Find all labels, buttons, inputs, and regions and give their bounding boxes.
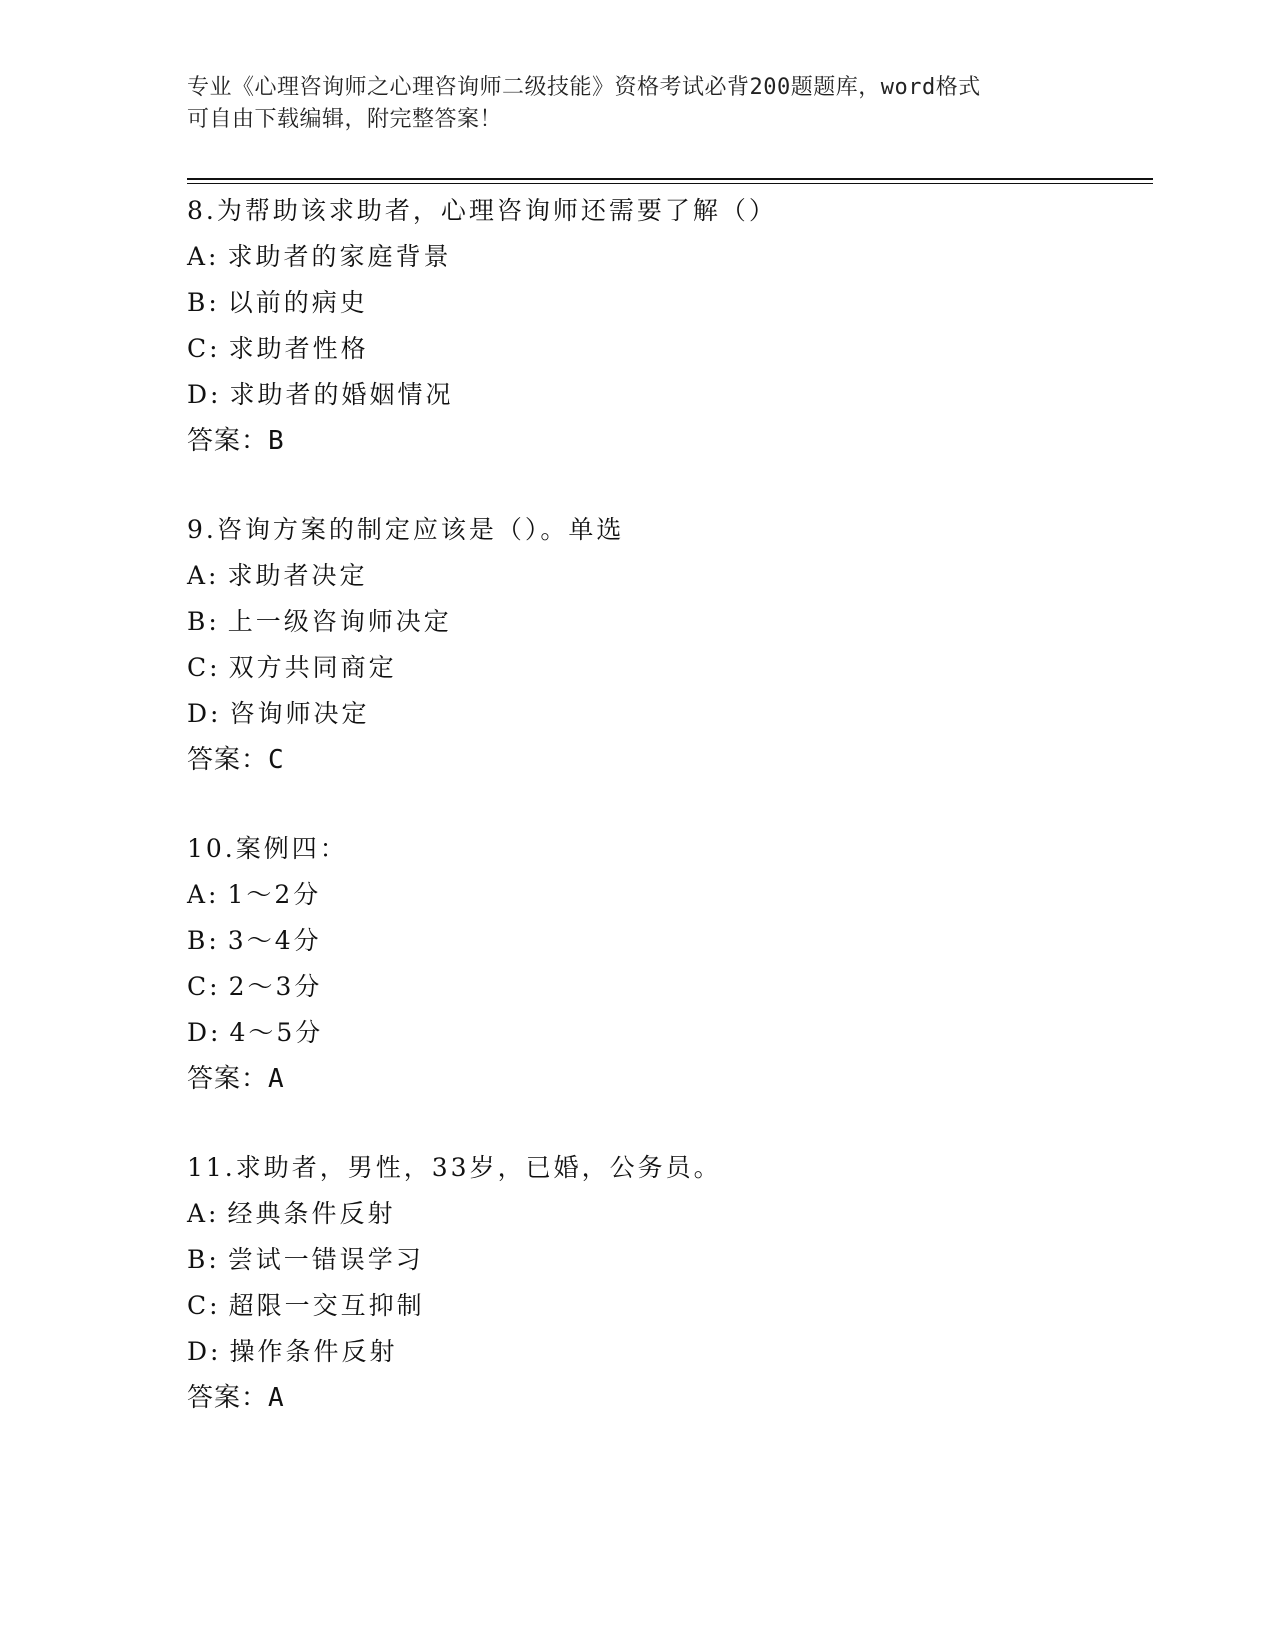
option-text: 求助者性格 <box>228 334 369 363</box>
option-letter: A: <box>187 880 220 909</box>
option-text: 4～5分 <box>229 1018 324 1047</box>
header-divider-thin <box>187 183 1153 184</box>
option-b <box>187 1237 1147 1283</box>
option-b <box>187 918 1147 964</box>
answer-line <box>187 418 1147 464</box>
option-text: 以前的病史 <box>227 288 368 317</box>
answer-value: A <box>268 1064 285 1094</box>
option-text: 求助者的婚姻情况 <box>229 380 454 409</box>
question-block-10 <box>187 826 1147 1102</box>
option-letter: B: <box>187 607 220 636</box>
option-c <box>187 326 1147 372</box>
option-d <box>187 1010 1147 1056</box>
option-d <box>187 1329 1147 1375</box>
option-text: 求助者的家庭背景 <box>227 242 452 271</box>
option-b <box>187 280 1147 326</box>
option-letter: A: <box>187 1199 220 1228</box>
answer-label: 答案： <box>187 1383 269 1413</box>
option-b <box>187 599 1147 645</box>
option-text: 3～4分 <box>227 926 322 955</box>
option-text: 求助者决定 <box>227 561 368 590</box>
header-line-2: 可自由下载编辑，附完整答案！ <box>187 107 503 132</box>
answer-line <box>187 737 1147 783</box>
option-letter: B: <box>187 1245 220 1274</box>
option-letter: C: <box>187 972 221 1001</box>
answer-line <box>187 1056 1147 1102</box>
option-a <box>187 234 1147 280</box>
option-letter: D: <box>187 380 222 409</box>
option-text: 双方共同商定 <box>228 653 397 682</box>
option-letter: C: <box>187 1291 221 1320</box>
document-header <box>187 72 1087 136</box>
answer-line <box>187 1375 1147 1421</box>
option-letter: B: <box>187 288 220 317</box>
question-block-9 <box>187 507 1147 783</box>
option-c <box>187 645 1147 691</box>
question-stem: 11.求助者，男性，33岁，已婚，公务员。 <box>187 1153 722 1182</box>
answer-value: B <box>268 426 285 456</box>
option-text: 操作条件反射 <box>229 1337 398 1366</box>
option-a <box>187 553 1147 599</box>
option-text: 经典条件反射 <box>227 1199 396 1228</box>
option-text: 2～3分 <box>228 972 323 1001</box>
question-block-11 <box>187 1145 1147 1421</box>
question-stem: 10.案例四： <box>187 834 348 863</box>
option-text: 上一级咨询师决定 <box>227 607 452 636</box>
question-block-8 <box>187 188 1147 464</box>
option-a <box>187 872 1147 918</box>
answer-value: A <box>268 1383 285 1413</box>
answer-label: 答案： <box>187 745 269 775</box>
option-letter: C: <box>187 334 221 363</box>
option-d <box>187 691 1147 737</box>
option-c <box>187 964 1147 1010</box>
header-line-1: 专业《心理咨询师之心理咨询师二级技能》资格考试必背200题题库，word格式 <box>187 75 981 100</box>
option-text: 咨询师决定 <box>229 699 370 728</box>
option-letter: B: <box>187 926 220 955</box>
option-letter: A: <box>187 242 220 271</box>
option-letter: D: <box>187 699 222 728</box>
option-text: 1～2分 <box>227 880 322 909</box>
question-stem: 8.为帮助该求助者，心理咨询师还需要了解（） <box>187 196 777 225</box>
option-text: 超限一交互抑制 <box>228 1291 425 1320</box>
option-letter: D: <box>187 1337 222 1366</box>
option-letter: D: <box>187 1018 222 1047</box>
answer-value: C <box>268 745 285 775</box>
option-letter: C: <box>187 653 221 682</box>
answer-label: 答案： <box>187 426 269 456</box>
header-divider-thick <box>187 178 1153 180</box>
option-text: 尝试一错误学习 <box>227 1245 424 1274</box>
question-stem: 9.咨询方案的制定应该是（）。单选 <box>187 515 625 544</box>
option-a <box>187 1191 1147 1237</box>
answer-label: 答案： <box>187 1064 269 1094</box>
option-c <box>187 1283 1147 1329</box>
option-letter: A: <box>187 561 220 590</box>
option-d <box>187 372 1147 418</box>
